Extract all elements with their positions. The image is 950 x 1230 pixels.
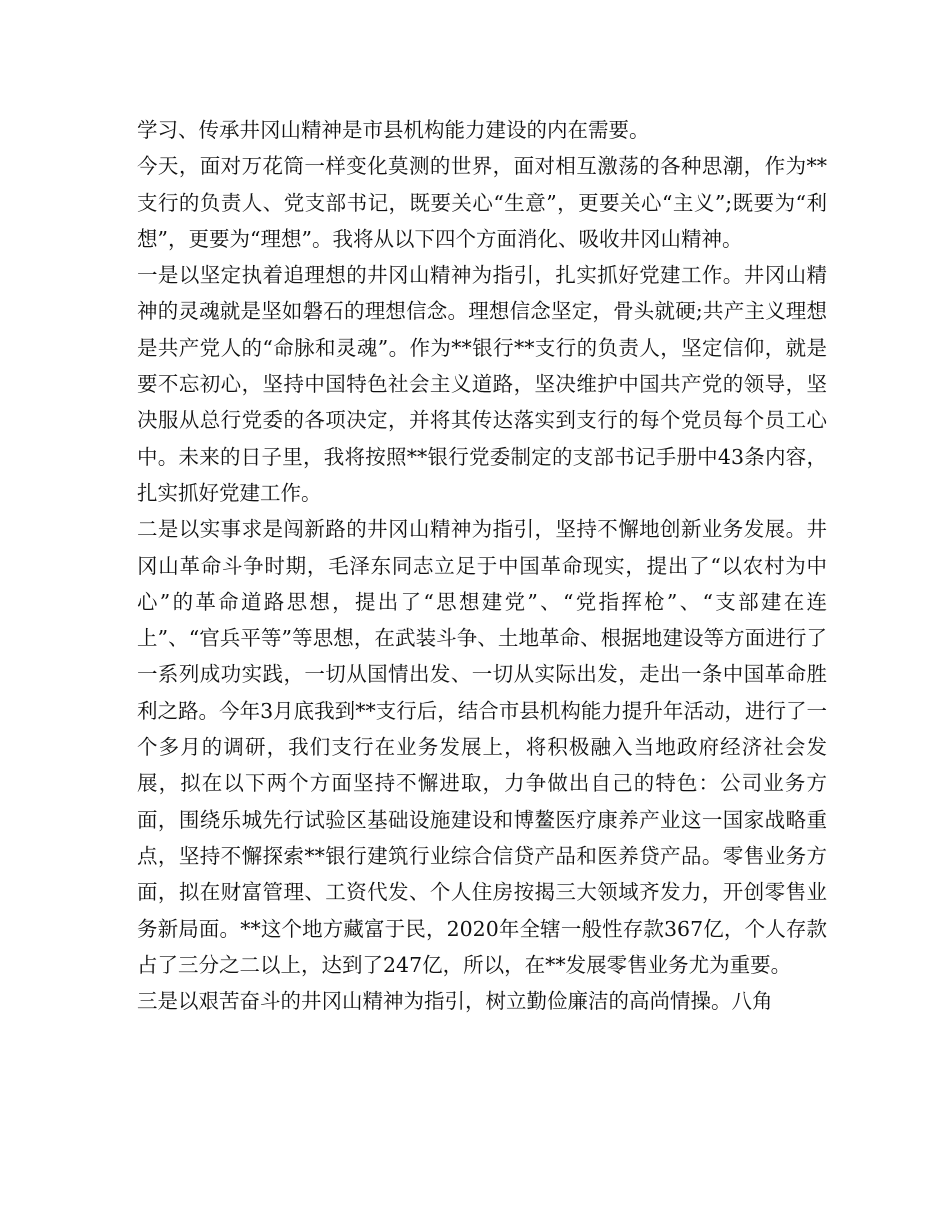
paragraph-intro-conclusion: 学习、传承井冈山精神是市县机构能力建设的内在需要。	[137, 118, 650, 142]
document-body	[137, 112, 827, 1019]
paragraph-point-three-integrity: 三是以艰苦奋斗的井冈山精神为指引，树立勤俭廉洁的高尚情操。八角	[137, 989, 773, 1014]
paragraph-point-one-party-building: 一是以坚定执着追理想的井冈山精神为指引，扎实抓好党建工作。井冈山精神的灵魂就是坚如磐石的理想信念。理想信念坚定，骨头就硬;共产主义理想是共产党人的“命脉和灵魂”。作为**银行**支行的负责人，坚定信仰，就是要不忘初心，坚持中国特色社会主义道路，坚决维护中国共产党的领导，坚决服从总行党委的各项决定，并将其传达落实到支行的每个党员每个员工心中。未来的日子里，我将按照**银行党委制定的支部书记手册中43条内容，扎实抓好党建工作。	[137, 263, 827, 505]
paragraph-point-two-business-innovation: 二是以实事求是闯新路的井冈山精神为指引，坚持不懈地创新业务发展。井冈山革命斗争时期，毛泽东同志立足于中国革命现实，提出了“以农村为中心”的革命道路思想，提出了“思想建党”、“党指挥枪”、“支部建在连上”、“官兵平等”等思想，在武装斗争、土地革命、根据地建设等方面进行了一系列成功实践，一切从国情出发、一切从实际出发，走出一条中国革命胜利之路。今年3月底我到**支行后，结合市县机构能力提升年活动，进行了一个多月的调研，我们支行在业务发展上，将积极融入当地政府经济社会发展，拟在以下两个方面坚持不懈进取，力争做出自己的特色：公司业务方面，围绕乐城先行试验区基础设施建设和博鳌医疗康养产业这一国家战略重点，坚持不懈探索**银行建筑行业综合信贷产品和医养贷产品。零售业务方面，拟在财富管理、工资代发、个人住房按揭三大领域齐发力，开创零售业务新局面。**这个地方藏富于民，2020年全辖一般性存款367亿，个人存款占了三分之二以上，达到了247亿，所以，在**发展零售业务尤为重要。	[137, 517, 827, 977]
paragraph-four-aspects: 今天，面对万花筒一样变化莫测的世界，面对相互激荡的各种思潮，作为**支行的负责人、党支部书记，既要关心“生意”，更要关心“主义”;既要为“利想”，更要为“理想”。我将从以下四个方面消化、吸收井冈山精神。	[137, 154, 827, 251]
